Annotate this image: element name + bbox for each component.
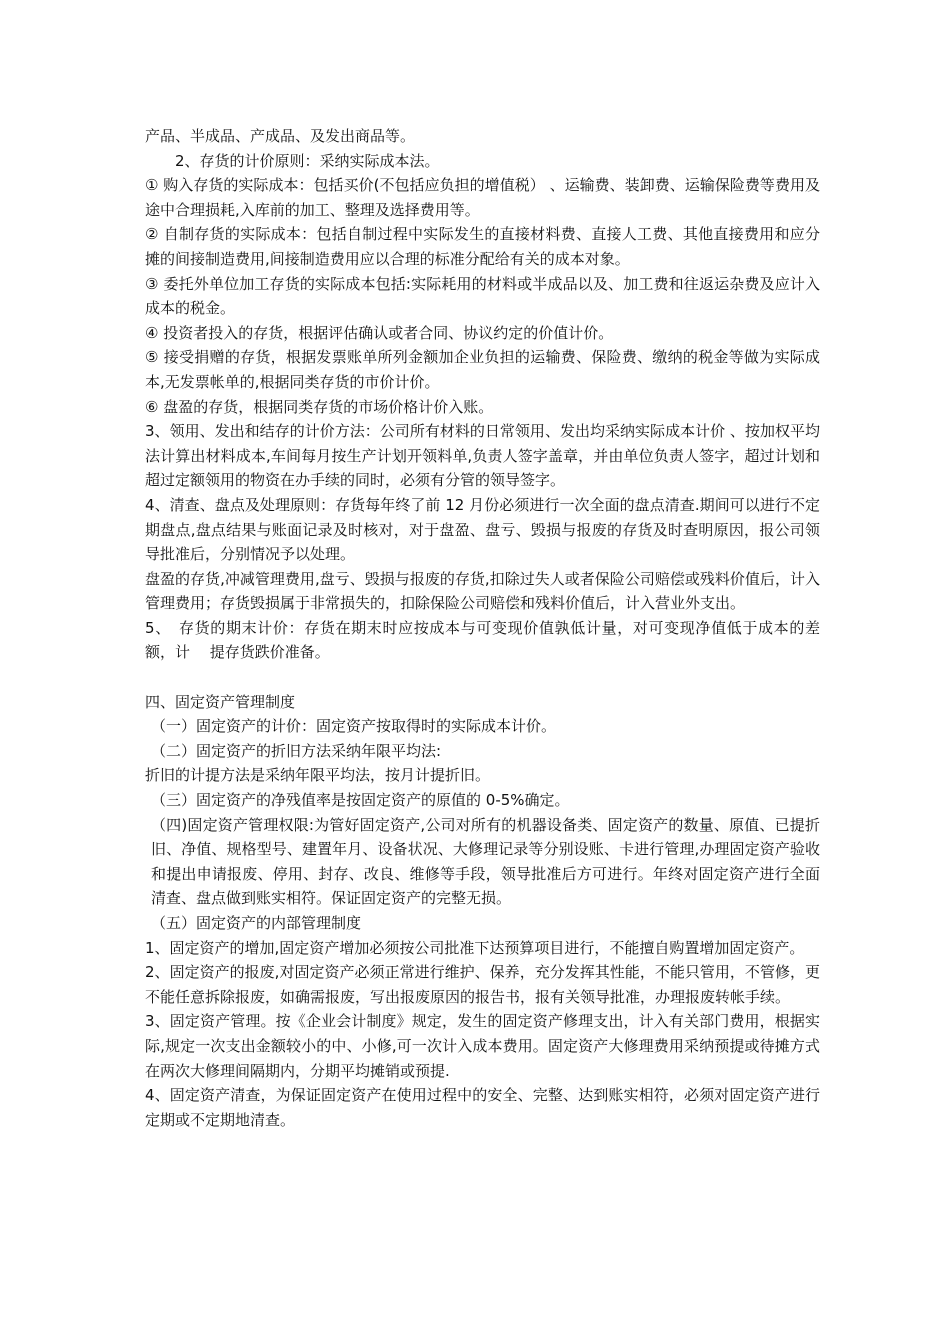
paragraph-asset-repair: 3、固定资产管理。按《企业会计制度》规定，发生的固定资产修理支出，计入有关部门费用，根据实际,规定一次支出金额较小的中、小修,可一次计入成本费用。固定资产大修理费用采纳预提或待摊方式在两次大修理间隔期内，分期平均摊销或预提. — [145, 1012, 820, 1080]
paragraph-inventory-scope: 产品、半成品、产成品、及发出商品等。 — [145, 127, 416, 145]
paragraph-purchased-inventory: ① 购入存货的实际成本：包括买价(不包括应负担的增值税） 、运输费、装卸费、运输保险费等费用及途中合理损耗,入库前的加工、整理及选择费用等。 — [145, 176, 820, 219]
paragraph-issue-pricing-method: 3、领用、发出和结存的计价方法：公司所有材料的日常领用、发出均采纳实际成本计价 、按加权平均法计算出材料成本,车间每月按生产计划开领料单,负责人签字盖章，并由单位负责人签字，超过计划和超过定额领用的物资在办手续的同时，必须有分管的领导签字。 — [145, 422, 820, 490]
paragraph-asset-inventory-check: 4、固定资产清查，为保证固定资产在使用过程中的安全、完整、达到账实相符，必须对固定资产进行定期或不定期地清查。 — [145, 1086, 820, 1129]
paragraph-residual-rate: （三）固定资产的净残值率是按固定资产的原值的 0-5%确定。 — [151, 791, 570, 810]
paragraph-asset-retirement: 2、固定资产的报废,对固定资产必须正常进行维护、保养，充分发挥其性能，不能只管用，不管修，更不能任意拆除报废，如确需报废，写出报废原因的报告书，报有关领导批准，办理报废转帐手续。 — [145, 963, 820, 1006]
document-body — [145, 124, 820, 1132]
paragraph-depreciation-calc: 折旧的计提方法是采纳年限平均法，按月计提折旧。 — [145, 766, 491, 785]
paragraph-surplus-loss-treatment: 盘盈的存货,冲减管理费用,盘亏、毁损与报废的存货,扣除过失人或者保险公司赔偿或残料价值后，计入管理费用；存货毁损属于非常损失的，扣除保险公司赔偿和残料价值后，计入营业外支出。 — [145, 569, 820, 613]
paragraph-fixed-asset-valuation: （一）固定资产的计价：固定资产按取得时的实际成本计价。 — [151, 717, 557, 736]
paragraph-surplus-inventory: ⑥ 盘盈的存货，根据同类存货的市场价格计价入账。 — [145, 397, 494, 416]
paragraph-donated-inventory: ⑤ 接受捐赠的存货，根据发票账单所列金额加企业负担的运输费、保险费、缴纳的税金等做为实际成本,无发票帐单的,根据同类存货的市价计价。 — [145, 348, 820, 391]
paragraph-asset-addition: 1、固定资产的增加,固定资产增加必须按公司批准下达预算项目进行，不能擅自购置增加固定资产。 — [145, 938, 805, 957]
paragraph-self-made-inventory: ② 自制存货的实际成本：包括自制过程中实际发生的直接材料费、直接人工费、其他直接费用和应分摊的间接制造费用,间接制造费用应以合理的标准分配给有关的成本对象。 — [145, 225, 820, 268]
paragraph-management-authority: （四)固定资产管理权限:为管好固定资产,公司对所有的机器设备类、固定资产的数量、原值、已提折旧、净值、规格型号、建置年月、设备状况、大修理记录等分别设账、卡进行管理,办理固定资产验收和提出申请报废、停用、封存、改良、维修等手段，领导批准后方可进行。年终对固定资产进行全面清查、盘点做到账实相符。保证固定资产的完整无损。 — [151, 815, 820, 908]
section-heading-fixed-assets: 四、固定资产管理制度 — [145, 692, 296, 711]
paragraph-investor-contributed: ④ 投资者投入的存货，根据评估确认或者合同、协议约定的价值计价。 — [145, 323, 614, 342]
paragraph-valuation-principle: 2、存货的计价原则：采纳实际成本法。 — [175, 151, 440, 170]
paragraph-outsourced-processing: ③ 委托外单位加工存货的实际成本包括:实际耗用的材料或半成品以及、加工费和往返运杂费及应计入成本的税金。 — [145, 274, 820, 318]
paragraph-internal-management: （五）固定资产的内部管理制度 — [151, 914, 362, 932]
paragraph-depreciation-method: （二）固定资产的折旧方法采纳年限平均法: — [151, 741, 442, 760]
paragraph-stocktaking-principle: 4、清查、盘点及处理原则：存货每年终了前 12 月份必须进行一次全面的盘点清查.期间可以进行不定期盘点,盘点结果与账面记录及时核对，对于盘盈、盘亏、毁损与报废的存货及时查明原因，报公司领导批准后，分别情况予以处理。 — [145, 495, 820, 564]
blank-line — [145, 665, 820, 690]
paragraph-period-end-valuation: 5、 存货的期末计价：存货在期末时应按成本与可变现价值孰低计量，对可变现净值低于成本的差额，计 提存货跌价准备。 — [145, 618, 820, 662]
